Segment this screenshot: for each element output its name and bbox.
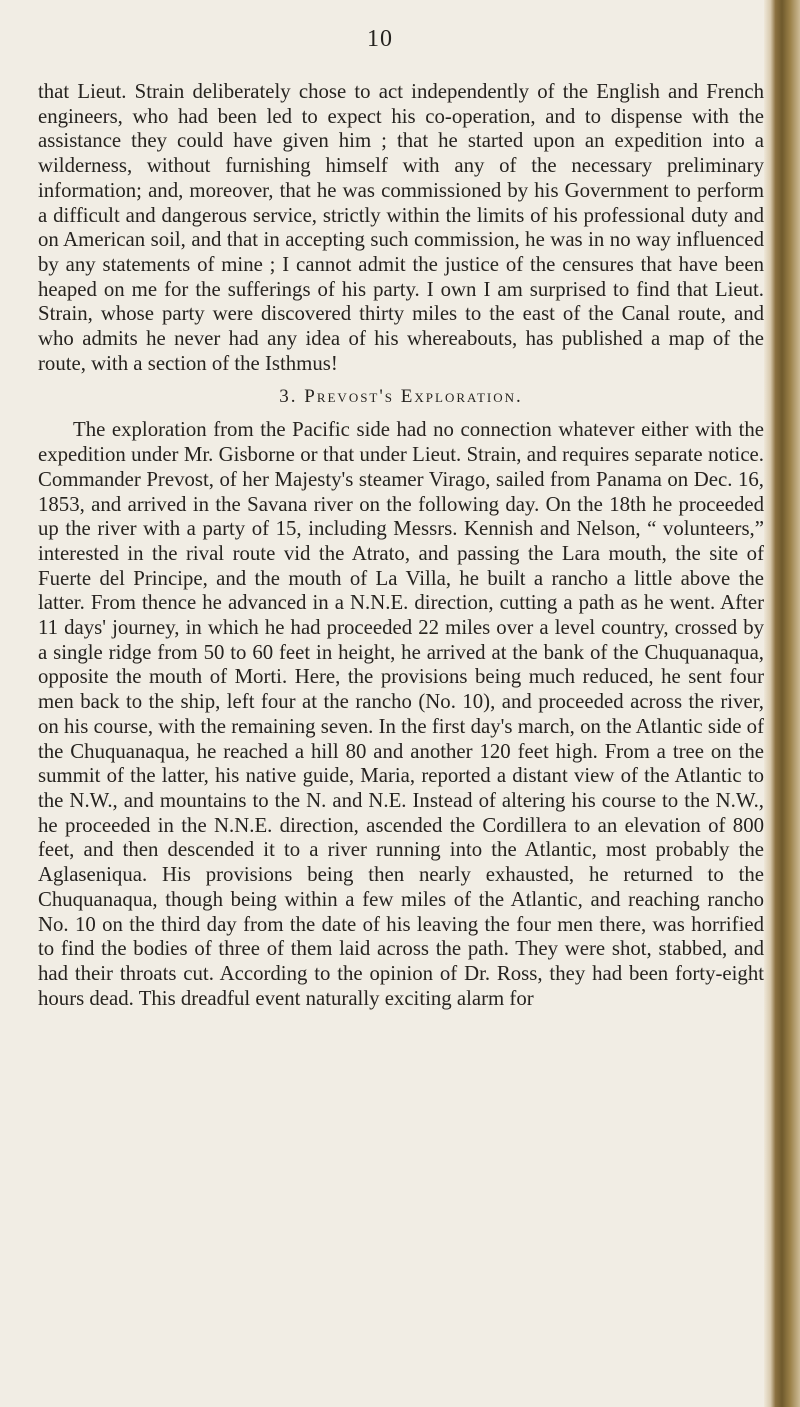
page-binding-shadow [764, 0, 800, 1407]
paragraph-strain-censure: that Lieut. Strain deliberately chose to act independently of the English and French engineers, who had been led to expect his co-operation, and to dispense with the assistance they could have given him ; that he started upon an expedition into a wilderness, without furnishing himself with any of the necessary preliminary information; and, moreover, that he was commissioned by his Government to perform a difficult and dangerous service, strictly within the limits of his professional duty and on American soil, and that in accepting such commission, he was in no way influenced by any statements of mine ; I cannot admit the justice of the censures that have been heaped on me for the sufferings of his party. I own I am surprised to find that Lieut. Strain, whose party were discovered thirty miles to the east of the Canal route, and who admits he never had any idea of his whereabouts, has published a map of the route, with a section of the Isthmus! [38, 80, 764, 375]
section-heading: 3. Prevost's Exploration. [279, 386, 523, 408]
paragraph-prevost-exploration: The exploration from the Pacific side had no connection whatever either with the expedition under Mr. Gisborne or that under Lieut. Strain, and requires separate notice. Commander Prevost, of her Majesty's steamer Virago, sailed from Panama on Dec. 16, 1853, and arrived in the Savana river on the following day. On the 18th he proceeded up the river with a party of 15, including Messrs. Kennish and Nelson, “ volunteers,” interested in the rival route vid the Atrato, and passing the Lara mouth, the site of Fuerte del Principe, and the mouth of La Villa, he built a rancho a little above the latter. From thence he advanced in a N.N.E. direction, cutting a path as he went. After 11 days' journey, in which he had proceeded 22 miles over a level country, crossed by a single ridge from 50 to 60 feet in height, he arrived at the bank of the Chuquanaqua, opposite the mouth of Morti. Here, the provisions being much reduced, he sent four men back to the ship, left four at the rancho (No. 10), and proceeded across the river, on his course, with the remaining seven. In the first day's march, on the Atlantic side of the Chuquanaqua, he reached a hill 80 and another 120 feet high. From a tree on the summit of the latter, his native guide, Maria, reported a distant view of the Atlantic to the N.W., and mountains to the N. and N.E. Instead of altering his course to the N.W., he proceeded in the N.N.E. direction, ascended the Cordillera to an elevation of 800 feet, and then descended it to a river running into the Atlantic, most probably the Aglaseniqua. His provisions being then nearly exhausted, he returned to the Chuquanaqua, though being within a few miles of the Atlantic, and reaching rancho No. 10 on the third day from the date of his leaving the four men there, was horrified to find the bodies of three of them laid across the path. They were shot, stabbed, and had their throats cut. According to the opinion of Dr. Ross, they had been forty-eight hours dead. This dreadful event naturally exciting alarm for [38, 418, 764, 1010]
page-number: 10 [367, 26, 393, 52]
body-text [38, 80, 764, 1011]
